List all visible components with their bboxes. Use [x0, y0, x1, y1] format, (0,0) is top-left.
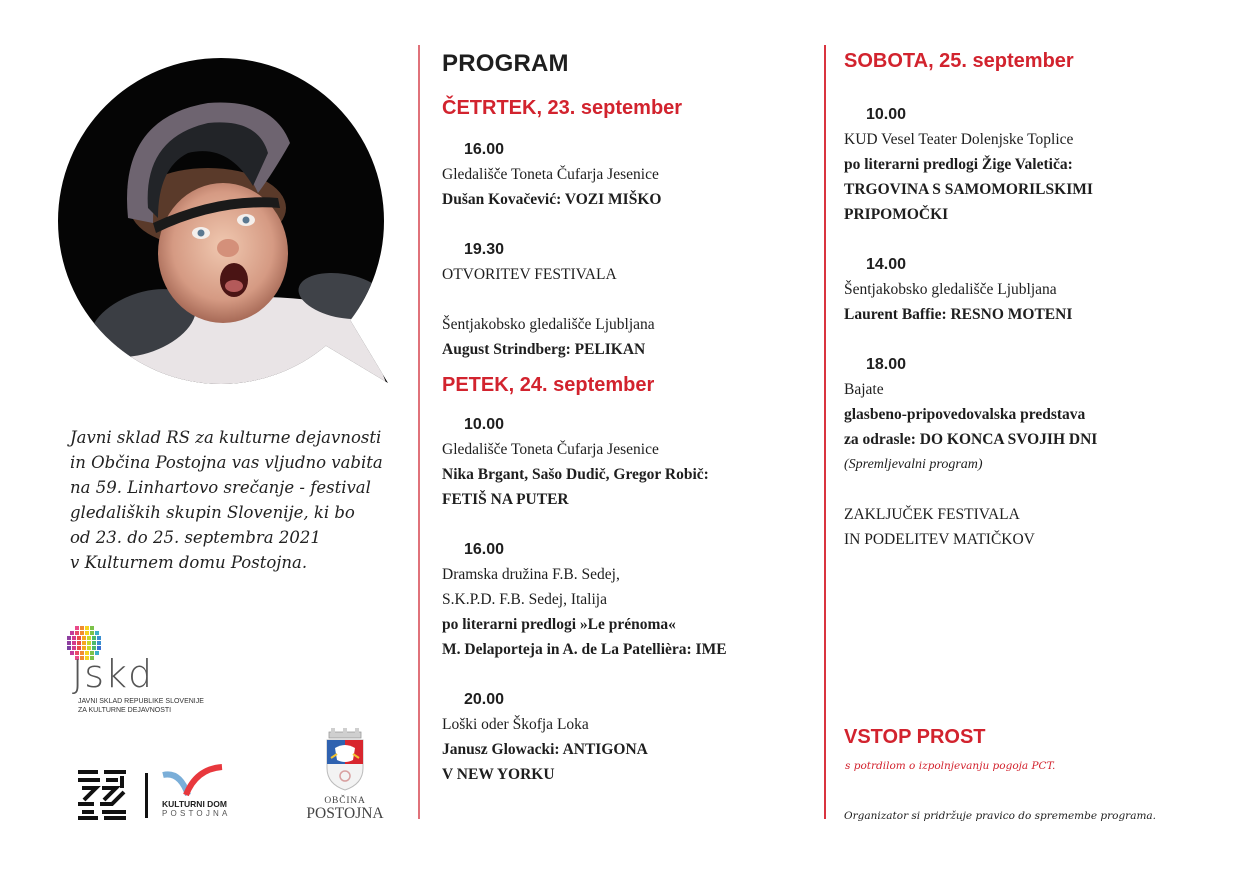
- jskd-subtitle: [78, 697, 204, 715]
- event-line: Šentjakobsko gledališče Ljubljana: [442, 316, 655, 333]
- invitation-line: in Občina Postojna vas vljudno vabita: [70, 453, 383, 472]
- kulturni-dom-name: KULTURNI DOM: [162, 799, 227, 809]
- column-divider-left: [418, 45, 420, 819]
- column-divider-right: [824, 45, 826, 819]
- invitation-line: na 59. Linhartovo srečanje - festival: [70, 478, 371, 497]
- day-heading-friday: PETEK, 24. september: [442, 374, 655, 396]
- event-time: 18.00: [866, 356, 907, 373]
- obcina-postojna-logo: [300, 728, 390, 823]
- maze-icon: [76, 768, 128, 820]
- event-time: 19.30: [464, 241, 505, 258]
- performer-photo: [58, 58, 388, 388]
- event-line: ZAKLJUČEK FESTIVALA: [844, 506, 1020, 523]
- event-line: Šentjakobsko gledališče Ljubljana: [844, 281, 1057, 298]
- event-time: 16.00: [464, 541, 505, 558]
- kulturni-dom-arc-icon: [160, 763, 230, 799]
- invitation-line: Javni sklad RS za kulturne dejavnosti: [70, 428, 382, 447]
- invitation-line: od 23. do 25. septembra 2021: [70, 528, 321, 547]
- program-title: PROGRAM: [442, 50, 569, 77]
- program-column-2: [844, 50, 1174, 552]
- jskd-subtitle-line: ZA KULTURNE DEJAVNOSTI: [78, 707, 172, 714]
- day-heading-saturday: SOBOTA, 25. september: [844, 50, 1074, 72]
- event-time: 14.00: [866, 256, 907, 273]
- event-line: Laurent Baffie: RESNO MOTENI: [844, 306, 1073, 323]
- festival-photo-bubble: [58, 58, 388, 388]
- event-time: 16.00: [464, 141, 505, 158]
- kulturni-dom-logo: [160, 763, 230, 823]
- event-line: OTVORITEV FESTIVALA: [442, 266, 617, 283]
- kulturni-dom-subtitle: POSTOJNA: [162, 809, 231, 818]
- event-time: 20.00: [464, 691, 505, 708]
- event-line: V NEW YORKU: [442, 766, 555, 783]
- jskd-logo: [62, 622, 202, 717]
- jskd-subtitle-line: JAVNI SKLAD REPUBLIKE SLOVENIJE: [78, 698, 204, 705]
- invitation-line: gledaliških skupin Slovenije, ki bo: [70, 503, 355, 522]
- event-line: Nika Brgant, Sašo Dudič, Gregor Robič:: [442, 466, 709, 483]
- event-line: Bajate: [844, 381, 884, 398]
- postojna-label: POSTOJNA: [306, 805, 384, 822]
- event-line: glasbeno-pripovedovalska predstava: [844, 406, 1086, 423]
- event-line: Loški oder Škofja Loka: [442, 716, 589, 733]
- event-line: za odrasle: DO KONCA SVOJIH DNI: [844, 431, 1098, 448]
- free-entry-note: s potrdilom o izpolnjevanju pogoja PCT.: [845, 760, 1056, 772]
- maze-logo: [76, 768, 128, 820]
- organizer-note: Organizator si pridržuje pravico do spremembe programa.: [844, 810, 1157, 822]
- event-line: Janusz Glowacki: ANTIGONA: [442, 741, 648, 758]
- event-line: po literarni predlogi »Le prénoma«: [442, 616, 676, 633]
- event-line: Gledališče Toneta Čufarja Jesenice: [442, 441, 659, 458]
- event-line: M. Delaporteja in A. de La Patellièra: IME: [442, 641, 727, 658]
- jskd-wordmark: Jskd: [72, 652, 154, 696]
- event-line: IN PODELITEV MATIČKOV: [844, 531, 1035, 548]
- event-line: KUD Vesel Teater Dolenjske Toplice: [844, 131, 1074, 148]
- invitation-line: v Kulturnem domu Postojna.: [70, 553, 308, 572]
- logo-separator: [145, 773, 148, 818]
- event-line: FETIŠ NA PUTER: [442, 491, 569, 508]
- coat-of-arms-icon: [323, 728, 367, 792]
- program-column-1: [442, 50, 812, 787]
- event-line: PRIPOMOČKI: [844, 206, 949, 223]
- event-line: Dramska družina F.B. Sedej,: [442, 566, 620, 583]
- event-line: TRGOVINA S SAMOMORILSKIMI: [844, 181, 1093, 198]
- event-time: 10.00: [464, 416, 505, 433]
- invitation-text: [70, 425, 415, 575]
- obcina-label: OBČINA: [324, 796, 366, 806]
- event-time: 10.00: [866, 106, 907, 123]
- free-entry-title: VSTOP PROST: [844, 726, 986, 748]
- day-heading-thursday: ČETRTEK, 23. september: [442, 97, 683, 119]
- event-line: Dušan Kovačević: VOZI MIŠKO: [442, 191, 662, 208]
- event-line: Gledališče Toneta Čufarja Jesenice: [442, 166, 659, 183]
- event-line: po literarni predlogi Žige Valetiča:: [844, 156, 1073, 173]
- event-line: August Strindberg: PELIKAN: [442, 341, 646, 358]
- event-line: (Spremljevalni program): [844, 457, 983, 472]
- event-line: S.K.P.D. F.B. Sedej, Italija: [442, 591, 607, 608]
